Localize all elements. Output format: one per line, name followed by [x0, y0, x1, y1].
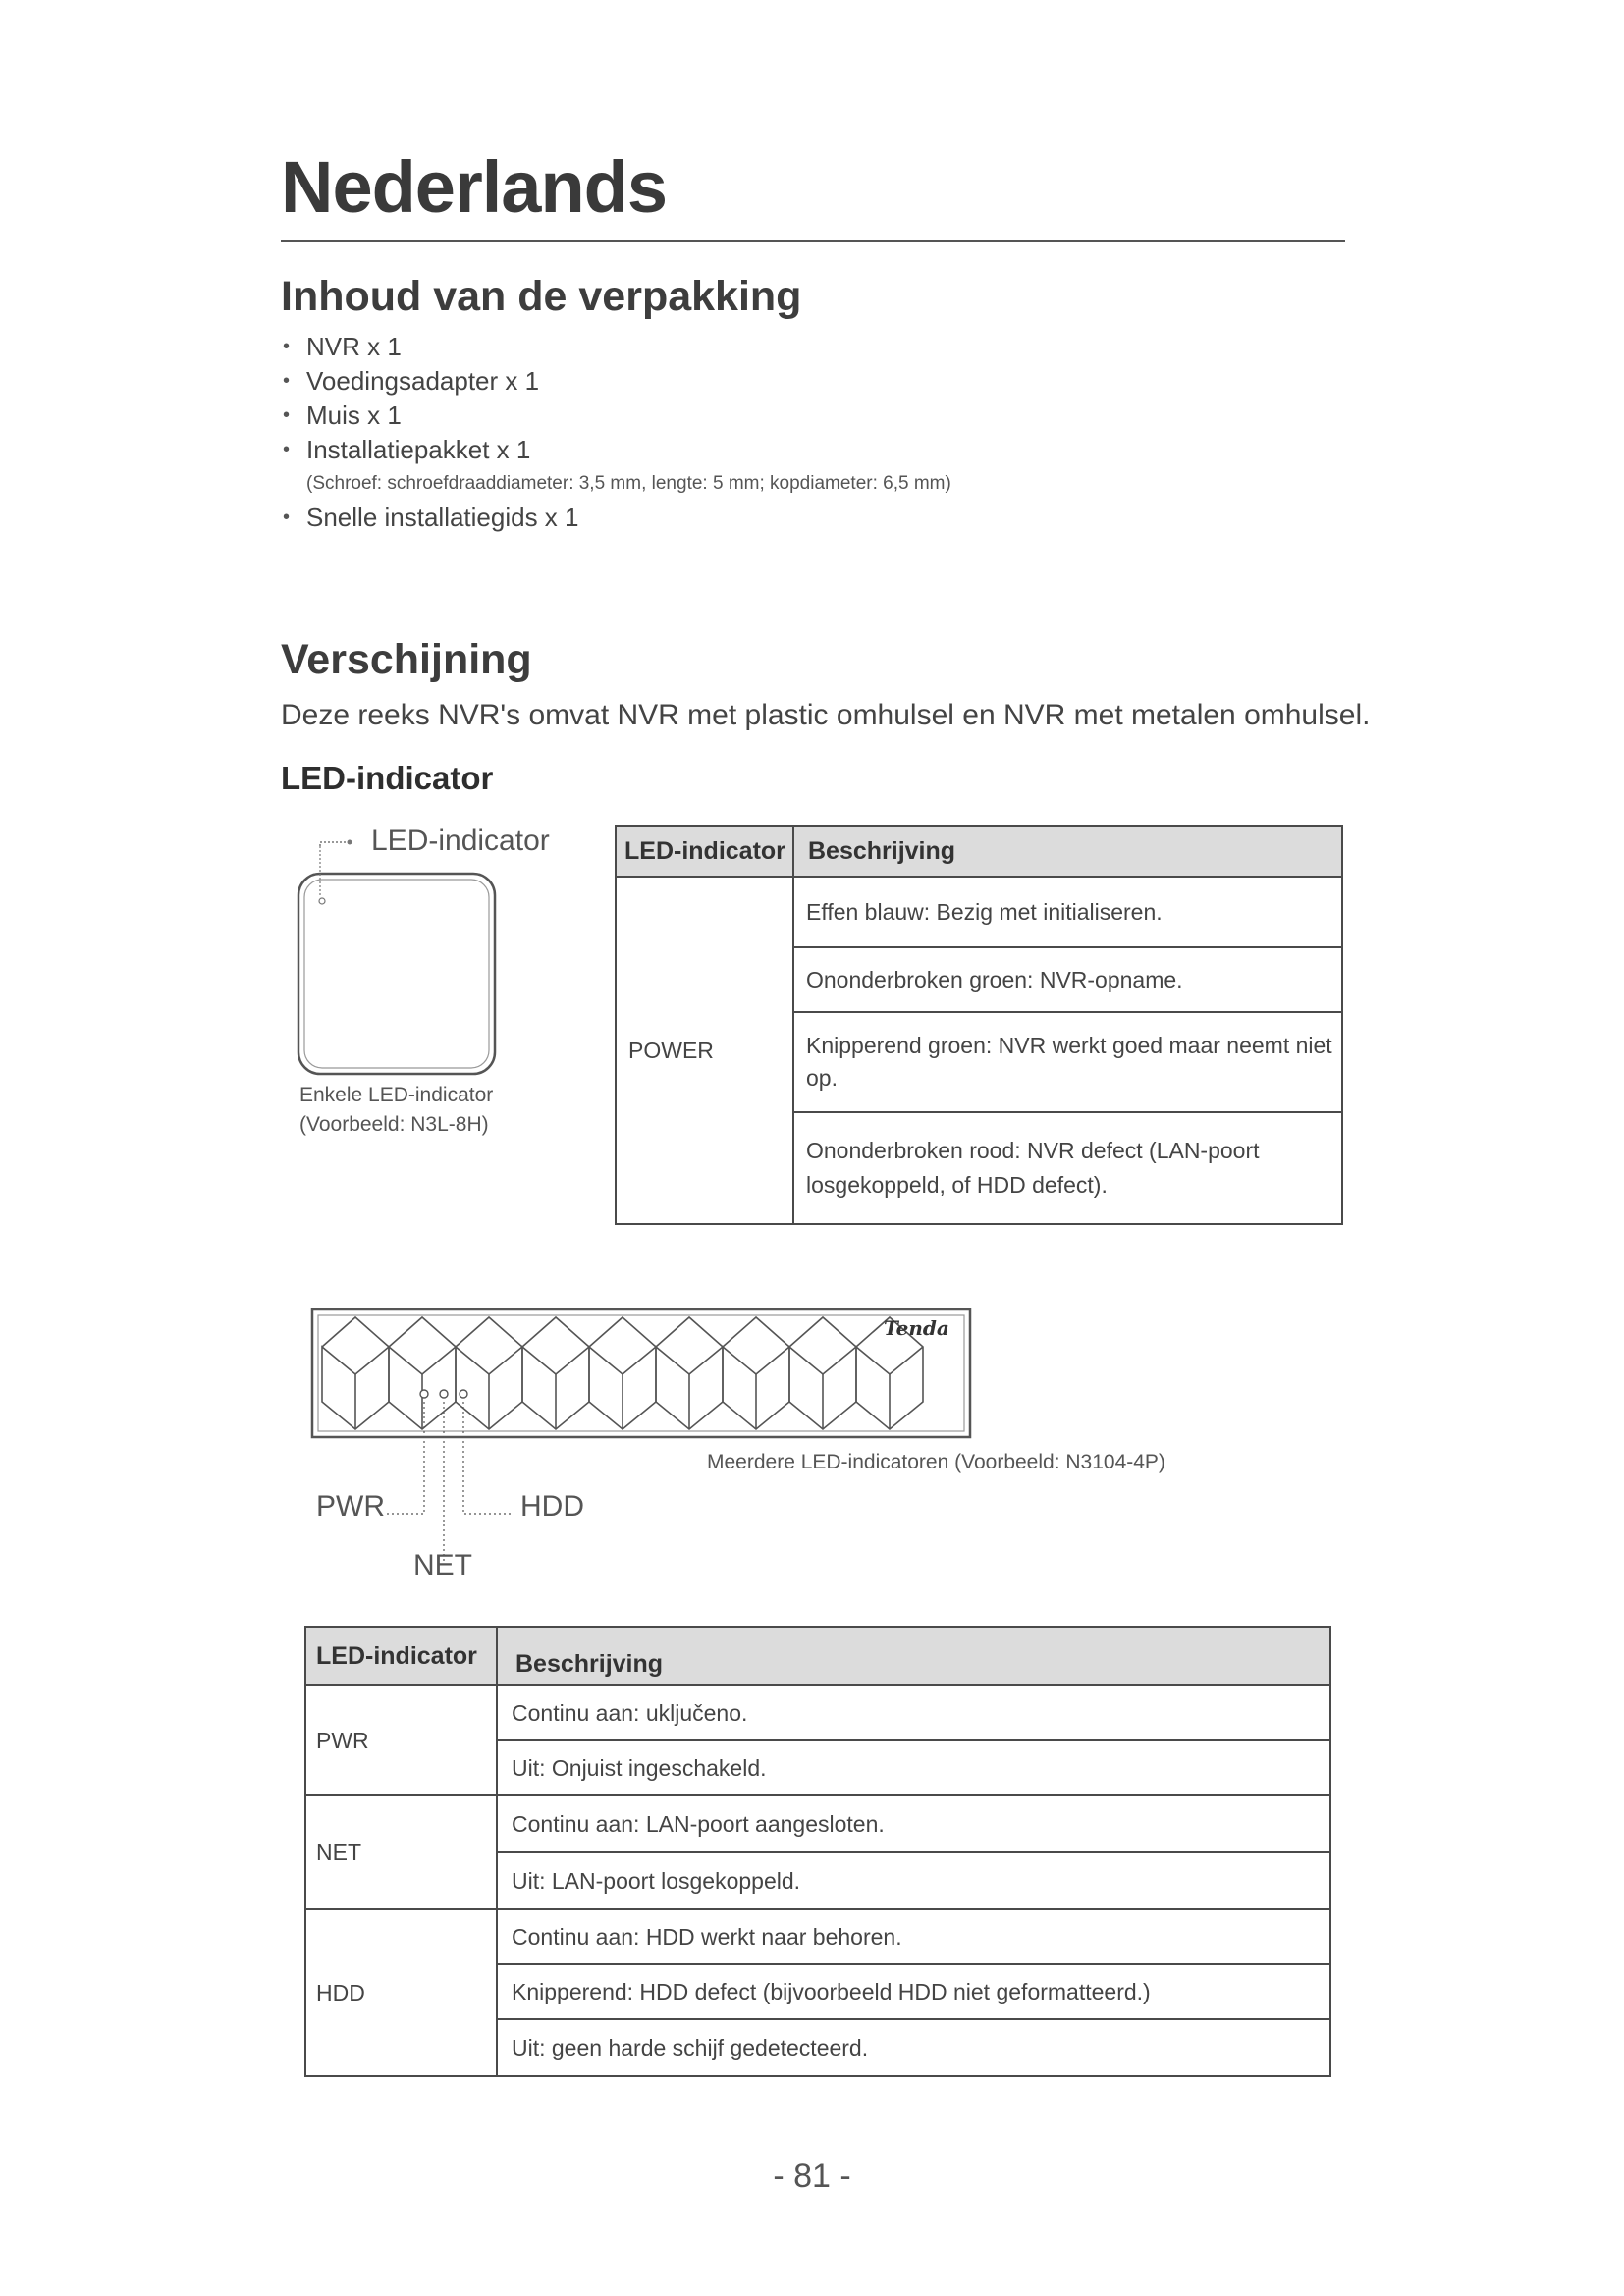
table-cell: Ononderbroken groen: NVR-opname.	[793, 947, 1342, 1012]
brand-logo: Tenda	[884, 1316, 949, 1340]
hdd-callout: HDD	[520, 1490, 584, 1522]
table-cell-indicator: HDD	[305, 1909, 497, 2076]
table-cell: Continu aan: LAN-poort aangesloten.	[497, 1795, 1330, 1852]
table-cell: Effen blauw: Bezig met initialiseren.	[793, 877, 1342, 947]
table-cell: Uit: geen harde schijf gedetecteerd.	[497, 2019, 1330, 2076]
pwr-led-icon	[420, 1390, 428, 1398]
single-led-device-illustration	[291, 825, 566, 1080]
appearance-text: Deze reeks NVR's omvat NVR met plastic omhulsel en NVR met metalen omhulsel.	[281, 699, 1371, 731]
table-cell: Knipperend groen: NVR werkt goed maar neemt niet op.	[793, 1012, 1342, 1112]
package-list	[281, 330, 951, 535]
table-cell: Ononderbroken rood: NVR defect (LAN-poort losgekoppeld, of HDD defect).	[793, 1112, 1342, 1224]
led-table-single	[615, 825, 1343, 1225]
table-cell-indicator: POWER	[616, 877, 793, 1224]
figure2-caption: Meerdere LED-indicatoren (Voorbeeld: N3104-4P)	[707, 1451, 1165, 1473]
list-item: • Installatiepakket x 1	[283, 435, 531, 464]
net-led-icon	[440, 1390, 448, 1398]
table-row	[305, 1909, 1330, 1964]
table-cell: Continu aan: uključeno.	[497, 1685, 1330, 1740]
package-heading: Inhoud van de verpakking	[281, 273, 802, 320]
led-table-multi	[304, 1626, 1331, 2077]
table-header: Beschrijving	[497, 1627, 1330, 1685]
figure1-caption-line2: (Voorbeeld: N3L-8H)	[299, 1113, 489, 1136]
table-row	[305, 1795, 1330, 1852]
appearance-heading: Verschijning	[281, 636, 532, 683]
hdd-led-icon	[460, 1390, 467, 1398]
table-cell: Knipperend: HDD defect (bijvoorbeeld HDD niet geformatteerd.)	[497, 1964, 1330, 2019]
page-number: - 81 -	[773, 2158, 851, 2195]
table-header: LED-indicator	[616, 826, 793, 877]
title-divider	[281, 240, 1345, 242]
table-row	[305, 1685, 1330, 1740]
list-item: • Snelle installatiegids x 1	[283, 503, 579, 532]
figure1-caption-line1: Enkele LED-indicator	[299, 1084, 494, 1106]
table-cell: Uit: Onjuist ingeschakeld.	[497, 1740, 1330, 1795]
led-heading: LED-indicator	[281, 760, 494, 796]
table-cell: Uit: LAN-poort losgekoppeld.	[497, 1852, 1330, 1909]
page-title: Nederlands	[281, 146, 668, 228]
list-item: • Muis x 1	[283, 400, 402, 430]
table-header: Beschrijving	[793, 826, 1342, 877]
list-item: • Voedingsadapter x 1	[283, 366, 540, 396]
table-cell-indicator: NET	[305, 1795, 497, 1909]
pwr-callout: PWR	[316, 1490, 385, 1522]
net-callout: NET	[413, 1549, 472, 1581]
screw-note: (Schroef: schroefdraaddiameter: 3,5 mm, lengte: 5 mm; kopdiameter: 6,5 mm)	[306, 473, 951, 494]
led-callout: LED-indicator	[371, 825, 550, 857]
table-cell: Continu aan: HDD werkt naar behoren.	[497, 1909, 1330, 1964]
table-header: LED-indicator	[305, 1627, 497, 1685]
table-cell-indicator: PWR	[305, 1685, 497, 1795]
list-item: • NVR x 1	[283, 332, 402, 361]
